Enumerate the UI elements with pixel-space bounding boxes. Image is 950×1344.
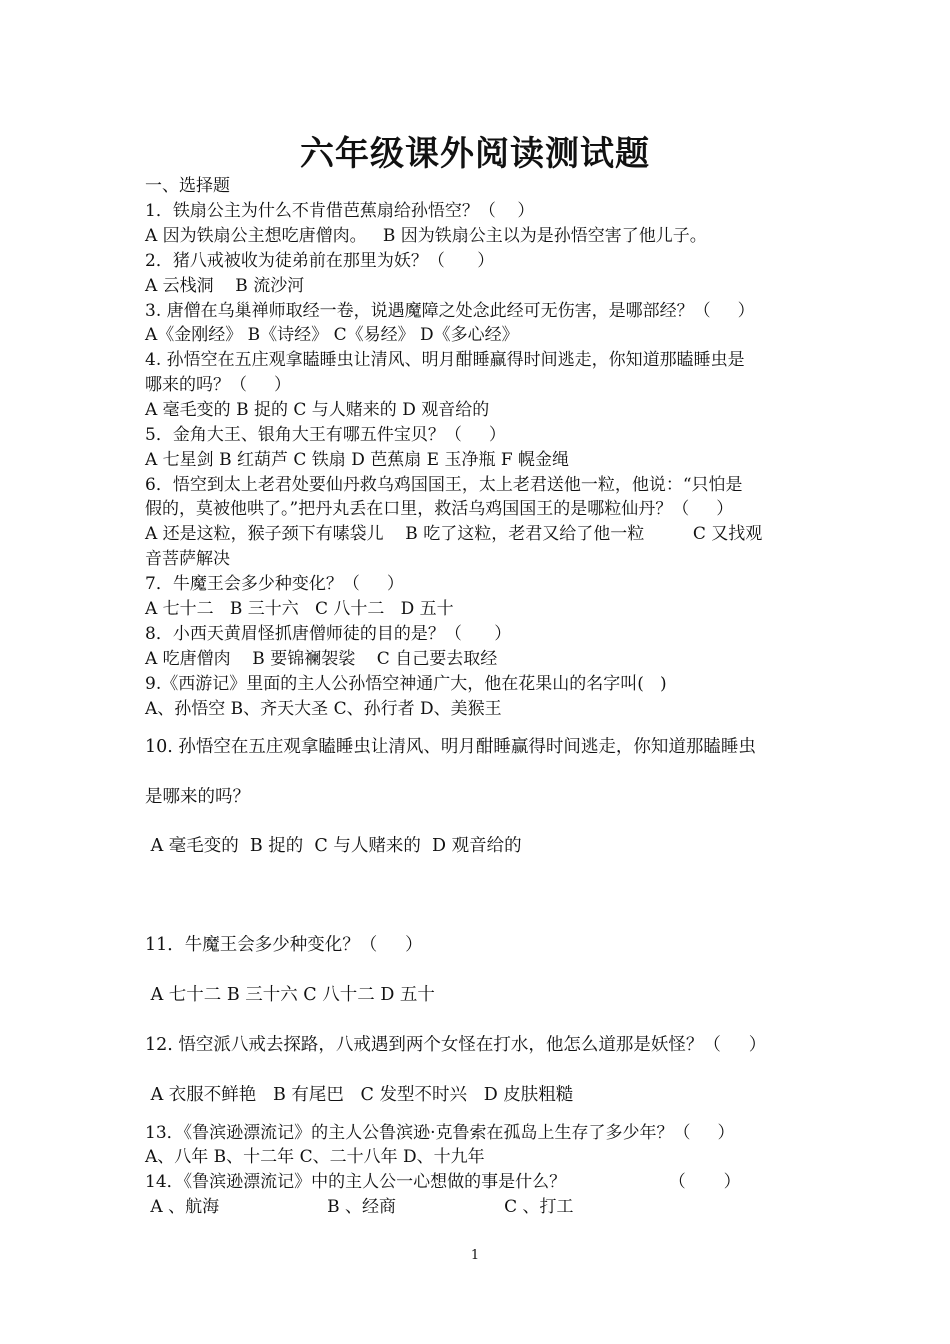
- question-line: 9.《西游记》里面的主人公孙悟空神通广大，他在花果山的名字叫( ): [145, 674, 667, 694]
- answer-line: A 吃唐僧肉 B 要锦襕袈裟 C 自己要去取经: [145, 649, 498, 669]
- question-line: 12. 悟空派八戒去探路，八戒遇到两个女怪在打水，他怎么道那是妖怪？（ ）: [145, 1035, 767, 1055]
- question-line: 6．悟空到太上老君处要仙丹救乌鸡国国王，太上老君送他一粒，他说：“只怕是: [145, 475, 743, 495]
- question-line: 14．《鲁滨逊漂流记》中的主人公一心想做的事是什么？ （ ）: [145, 1172, 741, 1192]
- question-line: 7．牛魔王会多少种变化？（ ）: [145, 574, 404, 594]
- answer-line: A《金刚经》 B《诗经》 C《易经》 D《多心经》: [145, 325, 519, 345]
- question-line: 2．猪八戒被收为徒弟前在那里为妖？（ ）: [145, 251, 495, 271]
- question-line: 3. 唐僧在乌巢禅师取经一卷，说遇魔障之处念此经可无伤害，是哪部经？（ ）: [145, 301, 755, 321]
- answer-line: A、孙悟空 B、齐天大圣 C、孙行者 D、美猴王: [145, 699, 502, 719]
- answer-line: A 因为铁扇公主想吃唐僧肉。 B 因为铁扇公主以为是孙悟空害了他儿子。: [145, 226, 707, 246]
- answer-line: A 毫毛变的 B 捉的 C 与人赌来的 D 观音给的: [145, 400, 490, 420]
- question-line: 4. 孙悟空在五庄观拿瞌睡虫让清风、明月酣睡赢得时间逃走，你知道那瞌睡虫是: [145, 350, 745, 370]
- question-line: 13．《鲁滨逊漂流记》的主人公鲁滨逊·克鲁索在孤岛上生存了多少年？（ ）: [145, 1123, 735, 1143]
- question-line: 11．牛魔王会多少种变化？（ ）: [145, 935, 423, 955]
- answer-line: A 七十二 B 三十六 C 八十二 D 五十: [145, 985, 435, 1005]
- question-line: 假的，莫被他哄了。”把丹丸丢在口里，救活乌鸡国国王的是哪粒仙丹？（ ）: [145, 499, 734, 519]
- document-title: 六年级课外阅读测试题: [300, 134, 650, 174]
- answer-line: 音菩萨解决: [145, 549, 230, 569]
- question-line: 5．金角大王、银角大王有哪五件宝贝？（ ）: [145, 425, 506, 445]
- answer-line: A 还是这粒，猴子颈下有嗉袋儿 B 吃了这粒，老君又给了他一粒 C 又找观: [145, 524, 763, 544]
- answer-line: A 云栈洞 B 流沙河: [145, 276, 305, 296]
- question-line: 哪来的吗？（ ）: [145, 375, 292, 395]
- answer-line: A 衣服不鲜艳 B 有尾巴 C 发型不时兴 D 皮肤粗糙: [145, 1085, 574, 1105]
- answer-line: A 毫毛变的 B 捉的 C 与人赌来的 D 观音给的: [145, 836, 522, 856]
- answer-line: A、八年 B、十二年 C、二十八年 D、十九年: [145, 1147, 485, 1167]
- section-heading: 一、选择题: [145, 176, 230, 196]
- answer-line: A 七星剑 B 红葫芦 C 铁扇 D 芭蕉扇 E 玉净瓶 F 幌金绳: [145, 450, 570, 470]
- answer-line: A 、航海 B 、经商 C 、打工: [145, 1197, 574, 1217]
- question-line: 10. 孙悟空在五庄观拿瞌睡虫让清风、明月酣睡赢得时间逃走，你知道那瞌睡虫: [145, 737, 756, 757]
- page-number: 1: [470, 1248, 480, 1263]
- question-line: 是哪来的吗？: [145, 787, 250, 807]
- question-line: 1．铁扇公主为什么不肯借芭蕉扇给孙悟空？（ ）: [145, 201, 535, 221]
- question-line: 8．小西天黄眉怪抓唐僧师徒的目的是？（ ）: [145, 624, 512, 644]
- answer-line: A 七十二 B 三十六 C 八十二 D 五十: [145, 599, 454, 619]
